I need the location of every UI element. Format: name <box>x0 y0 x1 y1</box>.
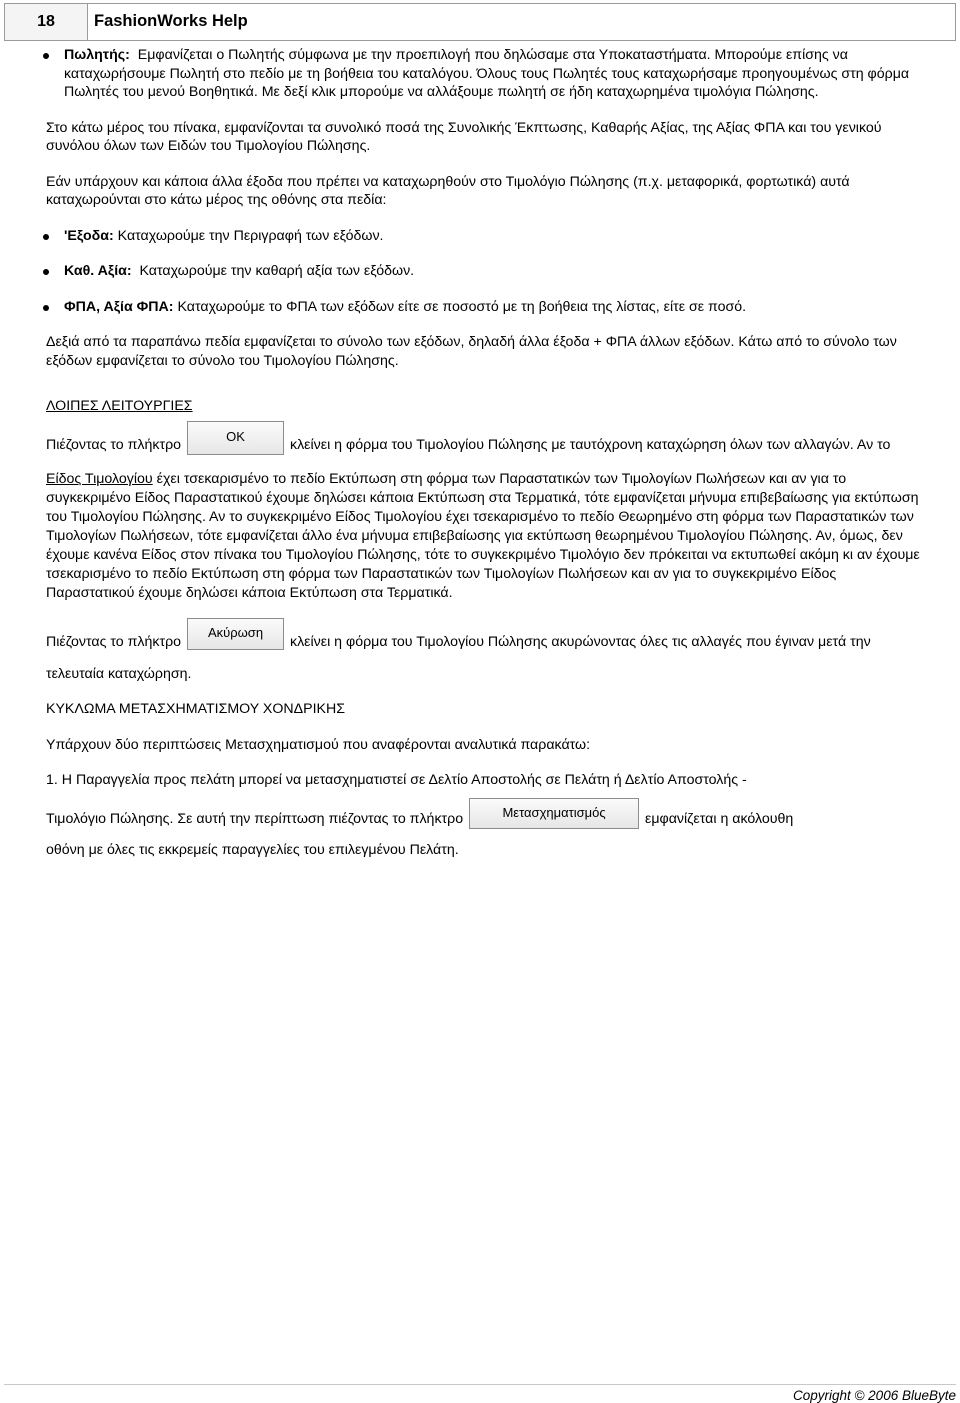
copyright: Copyright © 2006 BlueByte <box>792 1388 956 1403</box>
expense-fields-list <box>46 227 926 317</box>
item-term: Πωλητής: <box>64 47 130 63</box>
list-item <box>46 262 926 281</box>
item-term: ΦΠΑ, Αξία ΦΠΑ: <box>64 298 174 315</box>
footer-divider <box>4 1384 956 1385</box>
ok-after: κλείνει η φόρμα του Τιμολογίου Πώλησης με ταυτόχρονη καταχώρηση όλων των αλλαγών. Αν το <box>289 436 891 453</box>
doc-title: FashionWorks Help <box>94 12 248 30</box>
case1-paragraph <box>46 804 926 841</box>
case1-lead: Τιμολόγιο Πώλησης. Σε αυτή την περίπτωση πιέζοντας το πλήκτρο <box>46 810 464 827</box>
page-header <box>0 0 960 44</box>
case1-line3: οθόνη με όλες τις εκκρεμείς παραγγελίες του επιλεγμένου Πελάτη. <box>46 841 459 858</box>
item-text: Εμφανίζεται ο Πωλητής σύμφωνα με την προεπιλογή που δηλώσαμε στα Υποκαταστήματα. Μπορούμε επίσης να καταχωρήσουμε Πωλητή στο πεδίο με τη βοήθεια του καταλόγου. Όλους τους Πωλητές τους καταχωρήσαμε προηγουμένως στη φόρμα Πωλητές του μενού Βοηθητικά. Με δεξί κλικ μπορούμε να αλλάξουμε πωλητή σε ήδη καταχωρημένα τιμολόγια Πώλησης. <box>64 47 910 100</box>
cancel-button[interactable]: Ακύρωση <box>187 618 284 650</box>
header-bar <box>88 3 956 41</box>
cancel-lead: Πιέζοντας το πλήκτρο <box>46 633 182 650</box>
item-text: Καταχωρούμε το ΦΠΑ των εξόδων είτε σε ποσοστό με τη βοήθεια της λίστας, είτε σε ποσό. <box>177 298 747 315</box>
case1-after: εμφανίζεται η ακόλουθη <box>645 810 794 827</box>
item-term: 'Εξοδα: <box>64 227 114 244</box>
ok-button[interactable]: OK <box>187 421 284 455</box>
totals-paragraph: Στο κάτω μέρος του πίνακα, εμφανίζονται τα συνολικό ποσά της Συνολικής Έκπτωσης, Καθαρής Αξίας, της Αξίας ΦΠΑ και του γενικού συνόλου όλων των Ειδών του Τιμολογίου Πώλησης. <box>46 119 882 154</box>
transform-button[interactable]: Μετασχηματισμός <box>469 798 639 829</box>
expenses-paragraph: Εάν υπάρχουν και κάποια άλλα έξοδα που πρέπει να καταχωρηθούν στο Τιμολόγιο Πώλησης (π.χ. μεταφορικά, φορτωτικά) αυτά καταχωρούνται στο κάτω μέρος της οθόνης στα πεδία: <box>46 173 850 208</box>
cancel-after: κλείνει η φόρμα του Τιμολογίου Πώλησης ακυρώνοντας όλες τις αλλαγές που έγιναν μετά την τελευταία καταχώρηση. <box>46 633 871 682</box>
item-term: Καθ. Αξία: <box>64 263 132 279</box>
cycle-title: ΚΥΚΛΩΜΑ ΜΕΤΑΣΧΗΜΑΤΙΣΜΟΥ ΧΟΝΔΡΙΚΗΣ <box>46 701 346 717</box>
invoice-type-link[interactable]: Είδος Τιμολογίου <box>46 470 153 487</box>
cancel-paragraph <box>46 624 926 684</box>
seller-list <box>46 46 926 102</box>
ok-lead: Πιέζοντας το πλήκτρο <box>46 436 182 453</box>
totals-right-paragraph: Δεξιά από τα παραπάνω πεδία εμφανίζεται το σύνολο των εξόδων, δηλαδή άλλα έξοδα + ΦΠΑ άλλων εξόδων. Κάτω από το σύνολο των εξόδων εμφανίζεται το σύνολο του Τιμολογίου Πώλησης. <box>46 334 897 369</box>
section-title: ΛΟΙΠΕΣ ΛΕΙΤΟΥΡΓΙΕΣ <box>46 398 193 414</box>
item-text: Καταχωρούμε την Περιγραφή των εξόδων. <box>117 227 384 244</box>
ok-paragraph <box>46 428 926 603</box>
list-item <box>46 46 926 102</box>
case1-line1: 1. Η Παραγγελία προς πελάτη μπορεί να μετασχηματιστεί σε Δελτίο Αποστολής σε Πελάτη ή Δελτίο Αποστολής - <box>46 772 747 788</box>
item-text: Καταχωρούμε την καθαρή αξία των εξόδων. <box>139 263 415 279</box>
ok-rest: έχει τσεκαρισμένο το πεδίο Εκτύπωση στη φόρμα των Παραστατικών των Τιμολογίων Πωλήσεων και αν για το συγκεκριμένο Είδος Παραστατικού έχουμε δηλώσει κάποια Εκτύπωση στα Τερματικά, τότε εμφανίζεται μήνυμα επιβεβαίωσης για εκτύπωση του Τιμολογίου Πώλησης. Αν το συγκεκριμένο Είδος Τιμολογίου έχει τσεκαρισμένο το πεδίο Θεωρημένο στη φόρμα των Παραστατικών των Τιμολογίων Πωλήσεων, τότε εμφανίζεται άλλο ένα μήνυμα επιβεβαίωσης για εκτύπωση θεωρημένου Τιμολογίου Πώλησης. Αν, όμως, δεν έχουμε κανένα Είδος στον πίνακα του Τιμολογίου Πώλησης, τότε το συγκεκριμένο Τιμολόγιο δεν πρόκειται να εκτυπωθεί ακόμη κι αν έχουμε τσεκαρισμένο το πεδίο Εκτύπωση στη φόρμα των Παραστατικών των Τιμολογίων Πωλήσεων και αν για το συγκεκριμένο Είδος Παραστατικού έχουμε δηλώσει κάποια Εκτύπωση στα Τερματικά. <box>46 470 920 601</box>
main-content <box>46 46 926 859</box>
page-number: 18 <box>4 3 88 41</box>
cycle-intro: Υπάρχουν δύο περιπτώσεις Μετασχηματισμού που αναφέρονται αναλυτικά παρακάτω: <box>46 736 591 753</box>
list-item <box>46 227 926 246</box>
list-item <box>46 298 926 317</box>
